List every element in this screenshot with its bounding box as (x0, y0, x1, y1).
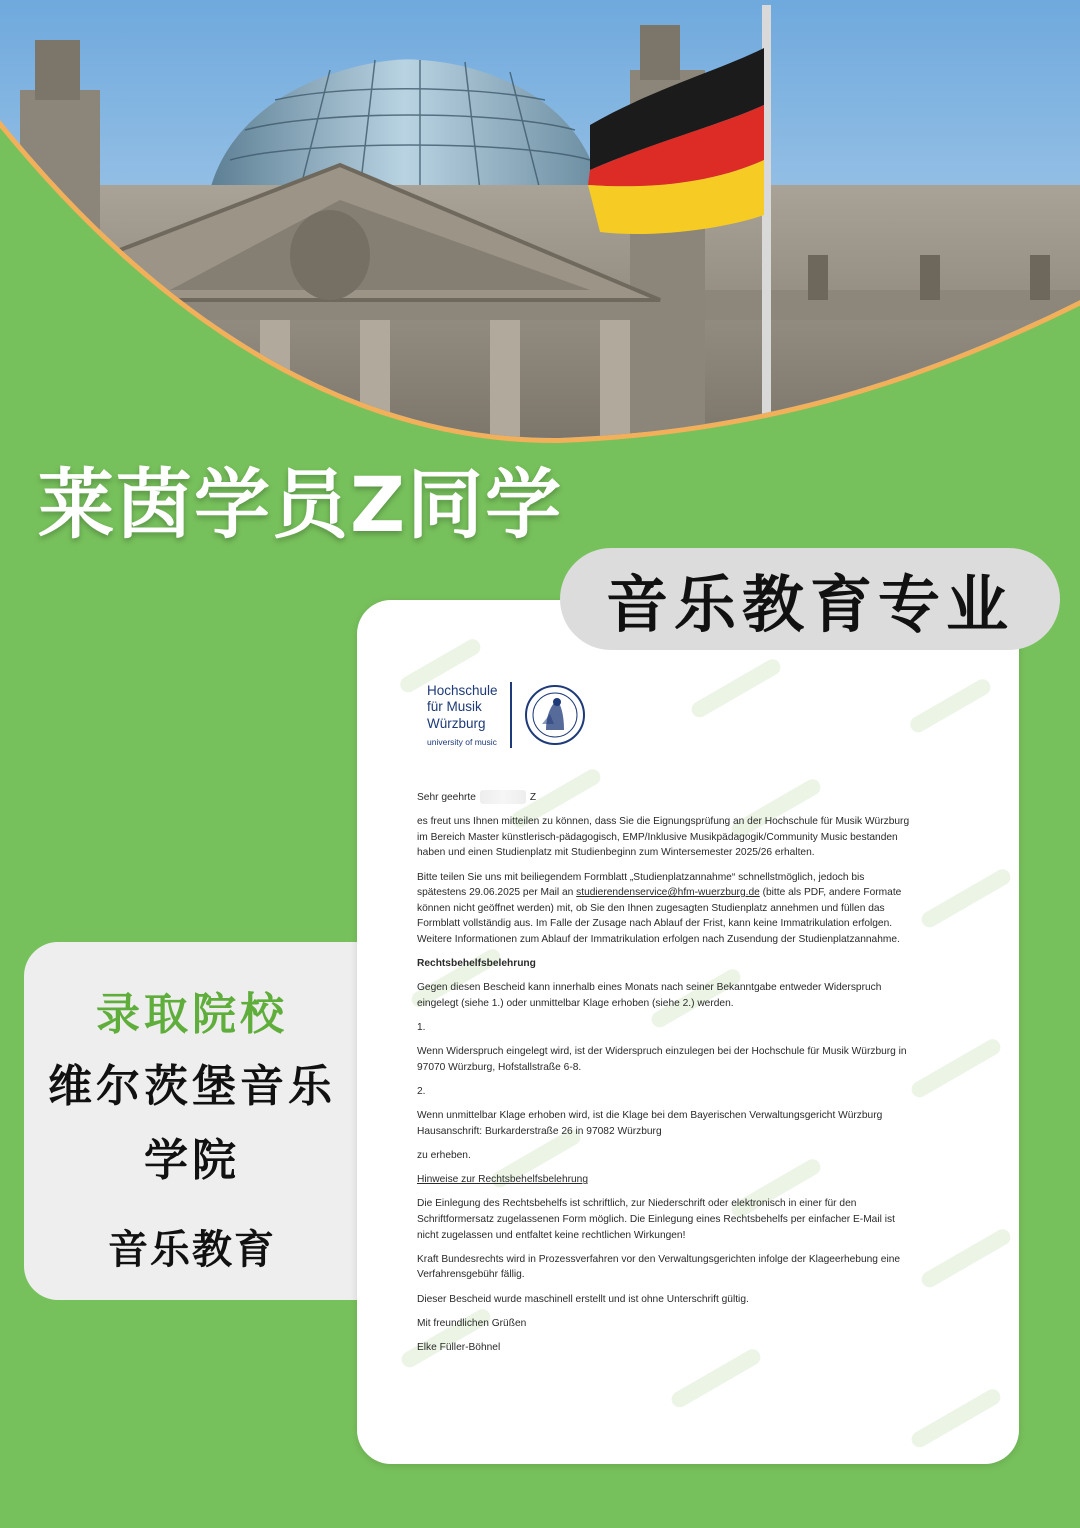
paragraph-6: zu erheben. (417, 1150, 471, 1162)
list-number-2: 2. (417, 1086, 426, 1098)
logo-line-2: für Musik (427, 699, 482, 715)
list-number-1: 1. (417, 1022, 426, 1034)
salutation-prefix: Sehr geehrte (417, 792, 476, 803)
paragraph-7: Die Einlegung des Rechtsbehelfs ist schriftlich, zur Niederschrift oder elektronisch in einer für den Schriftformersatz zugelassenen Form möglich. Die Einlegung eines Rechtsbehelfs per einfacher E-Mail ist nicht zugelassen und entfaltet keine rechtlichen Wirkungen! (417, 1198, 895, 1241)
salutation (417, 790, 915, 806)
university-logo (427, 682, 586, 748)
paragraph-2 (417, 870, 915, 948)
email-link[interactable]: studierendenservice@hfm-wuerzburg.de (576, 887, 760, 899)
admission-letter (357, 600, 1019, 1464)
hero-photo-reichstag (0, 0, 1080, 450)
headline-student-title: 莱茵学员Z同学 (38, 460, 564, 549)
salutation-suffix: Z (529, 792, 537, 803)
paragraph-8: Kraft Bundesrechts wird in Prozessverfahren vor den Verwaltungsgerichten infolge der Klageerhebung eine Verfahrensgebühr fällig. (417, 1253, 901, 1281)
signature: Elke Füller-Böhnel (417, 1341, 501, 1353)
program-name: 音乐教育 (108, 1227, 276, 1273)
closing: Mit freundlichen Grüßen (417, 1317, 527, 1329)
letter-body (417, 790, 915, 1364)
paragraph-5: Wenn unmittelbar Klage erhoben wird, ist die Klage bei dem Bayerischen Verwaltungsgericht Würzburg Hausanschrift: Burkarderstraße 26 in 97082 Würzburg (417, 1110, 883, 1137)
admitted-school-label: 录取院校 (96, 989, 288, 1040)
university-seal-icon (524, 684, 586, 746)
major-badge (560, 548, 1060, 650)
redacted-name (480, 790, 526, 804)
major-badge-label: 音乐教育专业 (605, 567, 1014, 641)
logo-subtitle: university of music (427, 737, 497, 748)
paragraph-9: Dieser Bescheid wurde maschinell erstellt und ist ohne Unterschrift gültig. (417, 1293, 749, 1305)
logo-text (427, 683, 498, 748)
school-name: 维尔茨堡音乐学院 (48, 1061, 336, 1186)
heading-rechtsbehelfsbelehrung: Rechtsbehelfsbelehrung (417, 958, 536, 970)
paragraph-4: Wenn Widerspruch eingelegt wird, ist der Widerspruch einzulegen bei der Hochschule für Musik Würzburg in 97070 Würzburg, Hofstallstraße 6-8. (417, 1046, 907, 1073)
logo-divider (510, 682, 512, 748)
admission-info-card (24, 942, 370, 1300)
paragraph-2-a: Bitte teilen Sie uns mit beiliegendem Formblatt „Studienplatzannahme“ schnellstmöglich, jedoch bis spätestens 29.06.2025 per Mail an (417, 871, 865, 899)
paragraph-3: Gegen diesen Bescheid kann innerhalb eines Monats nach seiner Bekanntgabe entweder Widerspruch eingelegt (siehe 1.) oder unmittelbar Klage erhoben (siehe 2.) werden. (417, 982, 882, 1009)
logo-line-1: Hochschule (427, 682, 498, 698)
heading-hinweise: Hinweise zur Rechtsbehelfsbelehrung (417, 1174, 589, 1186)
logo-line-3: Würzburg (427, 715, 486, 731)
paragraph-1: es freut uns Ihnen mitteilen zu können, dass Sie die Eignungsprüfung an der Hochschule für Musik Würzburg im Bereich Master künstlerisch-pädagogisch, EMP/Inklusive Musikpädagogik/Community Music bestanden haben und einen Studienplatz mit Studienbeginn zum Wintersemester 2025/26 erhalten. (417, 816, 910, 859)
paragraph-2-b: (bitte als PDF, andere Formate können nicht geöffnet werden) mit, ob Sie den Ihnen zugesagten Studienplatz annehmen und füllen das Formblatt vollständig aus. Im Falle der Zusage nach Ablauf der Frist, kann keine Immatrikulation erfolgen. Weitere Informationen zum Ablauf der Immatrikulation erfolgen nach Zusendung der Studienplatzannahme. (417, 887, 902, 945)
